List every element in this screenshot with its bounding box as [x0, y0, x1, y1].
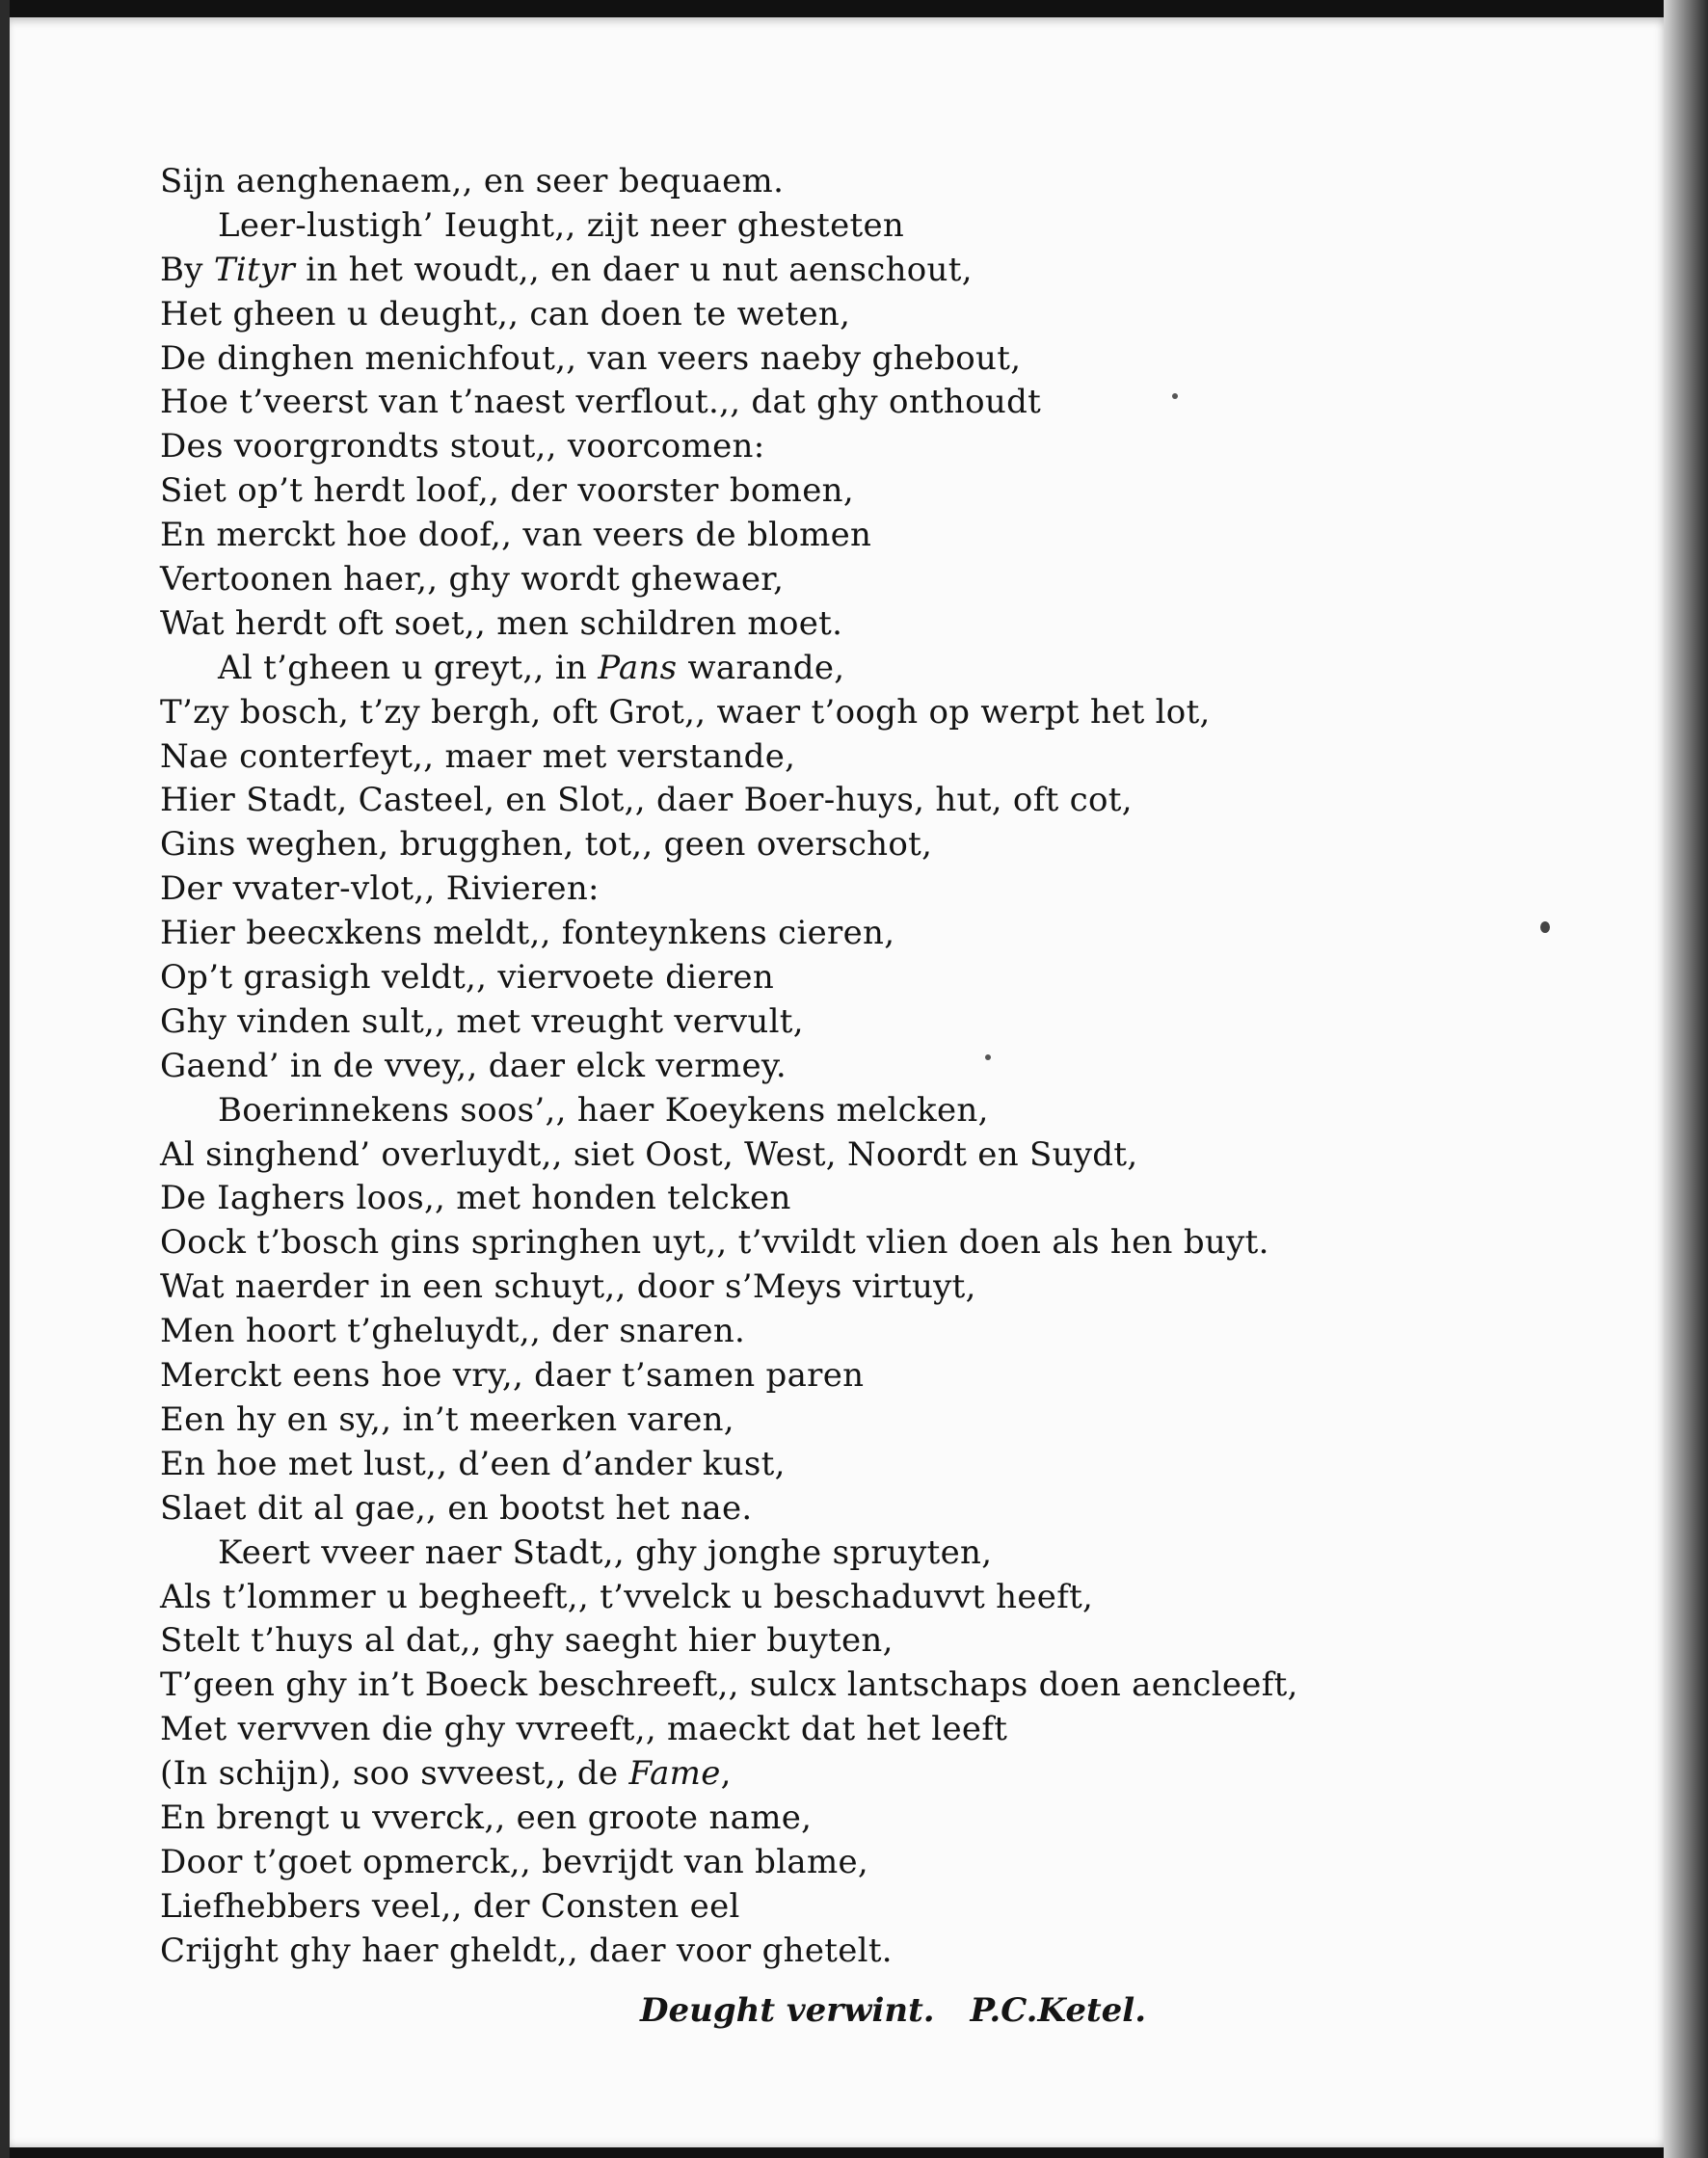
poem-body	[160, 160, 1317, 1974]
poem-line: Leer-lustigh’ Ieught,, zijt neer ghesteten	[218, 205, 905, 245]
poem-line-italic-name: Fame	[628, 1754, 721, 1794]
poem-line: Liefhebbers veel,, der Consten eel	[160, 1886, 740, 1926]
poem-line	[160, 647, 1317, 691]
signature-author: P.C.Ketel.	[970, 1991, 1147, 2030]
book-spine-edge	[1664, 0, 1708, 2158]
poem-line: Met vervven die ghy vvreeft,, maeckt dat het leeft	[160, 1710, 1008, 1749]
poem-line: Wat naerder in een schuyt,, door s’Meys virtuyt,	[160, 1267, 976, 1307]
poem-line: Men hoort t’gheluydt,, der snaren.	[160, 1312, 746, 1351]
poem-line: Der vvater-vlot,, Rivieren:	[160, 869, 600, 909]
poem-line: Sijn aenghenaem,, en seer bequaem.	[160, 162, 785, 200]
poem-line: Vertoonen haer,, ghy wordt ghewaer,	[160, 560, 785, 599]
poem-line: Crijght ghy haer gheldt,, daer voor ghetelt.	[160, 1931, 893, 1970]
poem-line: Op’t grasigh veldt,, viervoete dieren	[160, 958, 775, 998]
poem-line: Hier beecxkens meldt,, fonteynkens cieren,	[160, 914, 895, 953]
poem-line: Hoe t’veerst van t’naest verflout.,, dat ghy onthoudt	[160, 383, 1042, 422]
poem-line: T’geen ghy in’t Boeck beschreeft,, sulcx lantschaps doen aencleeft,	[160, 1665, 1298, 1705]
poem-line: Een hy en sy,, in’t meerken varen,	[160, 1399, 734, 1439]
poem-line: Wat herdt oft soet,, men schildren moet.	[160, 603, 843, 643]
poem-line: Des voorgrondts stout,, voorcomen:	[160, 427, 765, 466]
poem-line-italic-name: Pans	[598, 648, 678, 687]
poem-line-text: Al t’gheen u greyt,, in	[218, 648, 599, 687]
poem-line: Slaet dit al gae,, en bootst het nae.	[160, 1488, 753, 1528]
poem-line: Als t’lommer u begheeft,, t’vvelck u beschaduvvt heeft,	[160, 1577, 1094, 1616]
poem-line-text: warande,	[677, 648, 845, 687]
poem-line	[160, 249, 1317, 293]
poem-line: Al singhend’ overluydt,, siet Oost, West, Noordt en Suydt,	[160, 1134, 1138, 1174]
ink-speck	[1540, 921, 1550, 933]
poem-line: En merckt hoe doof,, van veers de blomen	[160, 516, 872, 555]
poem-line: Gaend’ in de vvey,, daer elck vermey.	[160, 1046, 787, 1085]
poem-line-text: ,	[720, 1754, 732, 1794]
poem-line: T’zy bosch, t’zy bergh, oft Grot,, waer t’oogh op werpt het lot,	[160, 692, 1211, 732]
poem-line: Nae conterfeyt,, maer met verstande,	[160, 736, 796, 776]
poem-line: Oock t’bosch gins springhen uyt,, t’vvildt vlien doen als hen buyt.	[160, 1223, 1269, 1263]
poem-line-italic-name: Tityr	[213, 250, 296, 289]
poem-line: Het gheen u deught,, can doen te weten,	[160, 294, 851, 333]
poem-line: Boerinnekens soos’,, haer Koeykens melcken,	[218, 1090, 989, 1130]
poem-line: Merckt eens hoe vry,, daer t’samen paren	[160, 1356, 865, 1396]
poem-line-text: By	[160, 250, 214, 289]
poem-line: De dinghen menichfout,, van veers naeby ghebout,	[160, 338, 1022, 378]
signature	[640, 1991, 1146, 2030]
poem-line: Ghy vinden sult,, met vreught vervult,	[160, 1001, 804, 1041]
poem-line: Gins weghen, brugghen, tot,, geen overschot,	[160, 825, 933, 865]
poem-line: Stelt t’huys al dat,, ghy saeght hier buyten,	[160, 1621, 894, 1661]
poem-line: De Iaghers loos,, met honden telcken	[160, 1179, 791, 1218]
poem-line: En hoe met lust,, d’een d’ander kust,	[160, 1444, 786, 1483]
poem-line-text: (In schijn), soo svveest,, de	[160, 1754, 629, 1794]
poem-line: Door t’goet opmerck,, bevrijdt van blame,	[160, 1842, 869, 1881]
poem-line: Keert vveer naer Stadt,, ghy jonghe spruyten,	[218, 1532, 993, 1572]
poem-line-text: in het woudt,, en daer u nut aenschout,	[295, 250, 973, 289]
poem-line	[160, 1752, 1317, 1797]
poem-line: Hier Stadt, Casteel, en Slot,, daer Boer-huys, hut, oft cot,	[160, 781, 1133, 820]
page-left-edge	[0, 0, 10, 2158]
poem-line: Siet op’t herdt loof,, der voorster bomen,	[160, 471, 854, 511]
signature-motto: Deught verwint.	[640, 1991, 935, 2030]
poem-line: En brengt u vverck,, een groote name,	[160, 1798, 813, 1837]
